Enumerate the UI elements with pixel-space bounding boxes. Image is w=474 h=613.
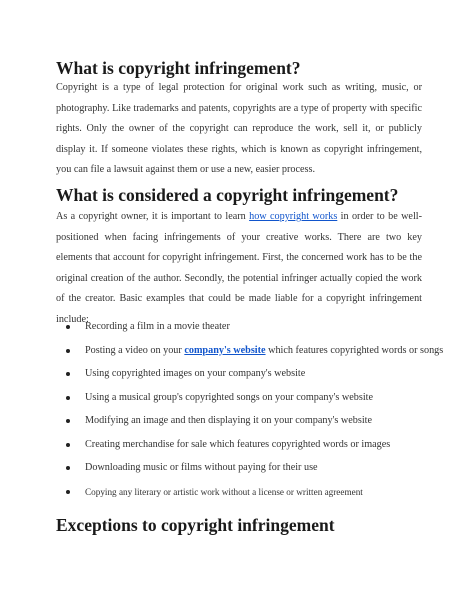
list-item-text-before-link: Posting a video on your [85,344,185,356]
bullet-icon [66,490,70,494]
bullet-icon [66,466,70,470]
paragraph-text-after-link: in order to be well-positioned when facing infringements of your creative works. There are two key elements that account for copyright infringement. First, the concerned work has to be the original creation of the author. Secondly, the potential infringer actually copied the work of the creator. Basic examples that could be made liable for a copyright infringement include: [56,211,423,325]
list-item-text: Creating merchandise for sale which features copyrighted words or images [85,438,391,450]
bullet-icon [66,443,70,447]
list-item [56,367,422,391]
list-item-text: Copying any literary or artistic work without a license or written agreement [85,486,363,497]
list-item-text: Modifying an image and then displaying it on your company's website [85,415,373,426]
paragraph-text-before-link: As a copyright owner, it is important to learn [56,211,250,222]
list-item [56,414,422,438]
list-item-text: Downloading music or films without paying for their use [85,462,318,473]
section-heading-what-is-infringement: What is copyright infringement? [56,58,301,78]
section-paragraph-considered [56,207,422,330]
section-heading-exceptions: Exceptions to copyright infringement [56,515,335,535]
list-item-text: Using copyrighted images on your company's website [85,368,306,379]
list-item [56,391,422,415]
bullet-icon [66,349,70,353]
bullet-icon [66,372,70,376]
list-item [56,438,422,462]
list-item-text: Using a musical group's copyrighted songs on your company's website [85,391,374,403]
section-paragraph-definition: Copyright is a type of legal protection for original work such as writing, music, or photography. Like trademarks and patents, copyrights are a type of property with specific rights. Only the owner of the copyright can reproduce the work, sell it, or publicly display it. If someone violates these rights, which is known as copyright infringement, you can file a lawsuit against them or use a new, easier process. [56,82,422,175]
list-item [56,320,422,344]
company-website-link[interactable]: company's website [184,344,266,356]
list-item [56,461,422,485]
infringement-examples-list [56,320,444,508]
bullet-icon [66,419,70,423]
how-copyright-works-link[interactable]: how copyright works [249,211,338,222]
bullet-icon [66,396,70,400]
list-item-text-after-link: which features copyrighted words or songs [265,344,444,356]
list-item [56,344,444,368]
bullet-icon [66,325,70,329]
section-heading-what-is-considered: What is considered a copyright infringement? [56,185,399,205]
list-item-text: Recording a film in a movie theater [85,321,230,332]
list-item [56,485,422,509]
